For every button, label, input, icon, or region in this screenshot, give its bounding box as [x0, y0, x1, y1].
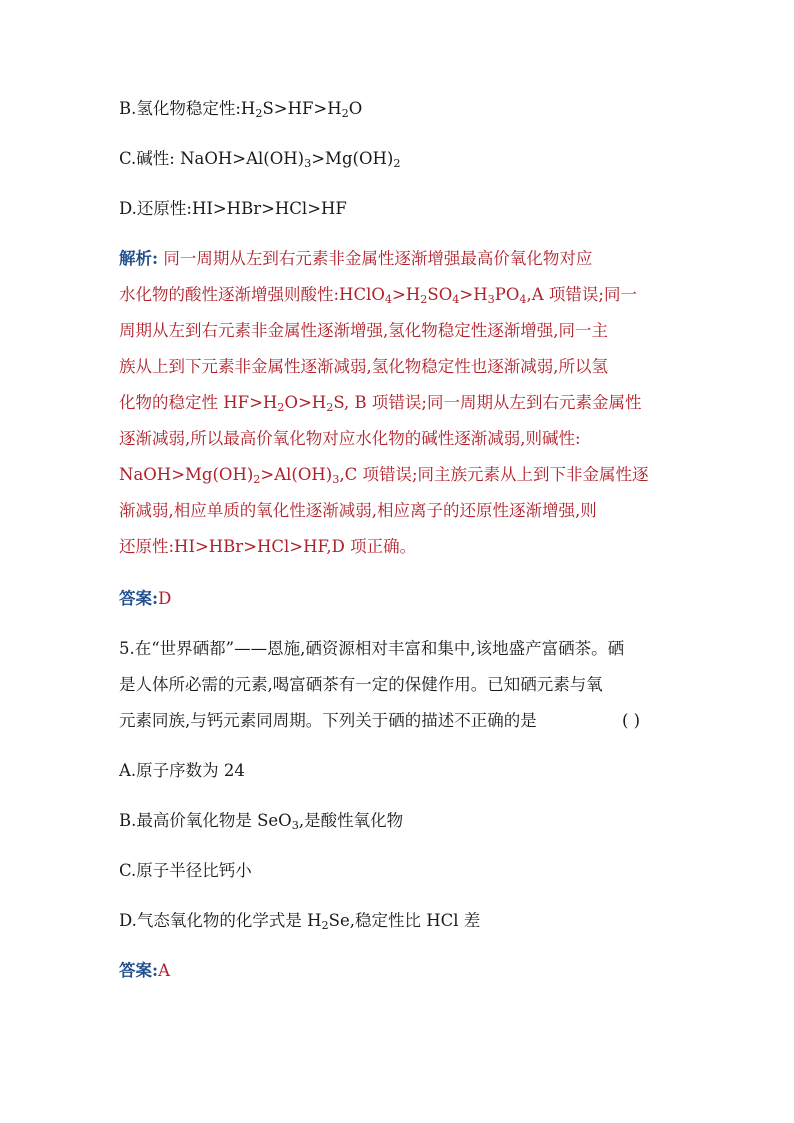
q4-explanation-line-2: 水化物的酸性逐渐增强则酸性$:HClO_4>H_2SO_4>H_3PO_4,A$ 项错误;同一	[119, 285, 637, 306]
q4-explanation-line-7: $NaOH>Mg(OH)_2>Al(OH)_3,C$ 项错误;同主族元素从上到下非金属性逐	[119, 465, 649, 486]
explanation-label: 解析:	[119, 249, 159, 268]
q5-stem-line-3: 元素同族,与钙元素同周期。下列关于硒的描述不正确的是	[119, 711, 537, 730]
q4-explanation-line-5: 化物的稳定性 $HF>H_2O>H_2S$, B 项错误;同一周期从左到右元素金属性	[119, 393, 642, 414]
answer-value: D	[158, 589, 172, 608]
q4-explanation-line-4: 族从上到下元素非金属性逐渐减弱,氢化物稳定性也逐渐减弱,所以氢	[119, 357, 608, 376]
answer-value: A	[158, 961, 171, 980]
q4-explanation-line-6: 逐渐减弱,所以最高价氧化物对应水化物的碱性逐渐减弱,则碱性:	[119, 429, 581, 448]
q5-answer	[119, 960, 170, 982]
q4-explanation-line-1: 解析: 同一周期从左到右元素非金属性逐渐增强最高价氧化物对应	[119, 249, 593, 268]
q4-explanation-line-9: 还原性:HI>HBr>HCl>HF,D 项正确。	[119, 537, 417, 556]
q5-option-b: B.最高价氧化物是 SeO$_3$,是酸性氧化物	[119, 811, 404, 832]
q4-option-c: C.碱性: $NaOH>Al(OH)_3>Mg(OH)_2$	[119, 149, 401, 170]
q5-option-a: A.原子序数为 24	[119, 761, 245, 780]
q5-option-d: D.气态氧化物的化学式是 $H_2Se$,稳定性比 HCl 差	[119, 911, 481, 932]
q4-option-d: D.还原性:HI>HBr>HCl>HF	[119, 199, 347, 218]
q4-option-b: B.氢化物稳定性$:H_2S>HF>H_2O$	[119, 99, 363, 120]
answer-bracket: ( )	[622, 711, 641, 730]
q4-explanation-line-3: 周期从左到右元素非金属性逐渐增强,氢化物稳定性逐渐增强,同一主	[119, 321, 608, 340]
q4-explanation-line-8: 渐减弱,相应单质的氧化性逐渐减弱,相应离子的还原性逐渐增强,则	[119, 501, 597, 520]
q5-stem-line-1: 5.在“世界硒都”——恩施,硒资源相对丰富和集中,该地盛产富硒茶。硒	[119, 639, 625, 658]
answer-label: 答案:	[119, 589, 159, 608]
q5-option-c: C.原子半径比钙小	[119, 861, 252, 880]
q4-answer	[119, 588, 171, 610]
q5-stem-line-2: 是人体所必需的元素,喝富硒茶有一定的保健作用。已知硒元素与氧	[119, 675, 603, 694]
answer-label: 答案:	[119, 961, 159, 980]
